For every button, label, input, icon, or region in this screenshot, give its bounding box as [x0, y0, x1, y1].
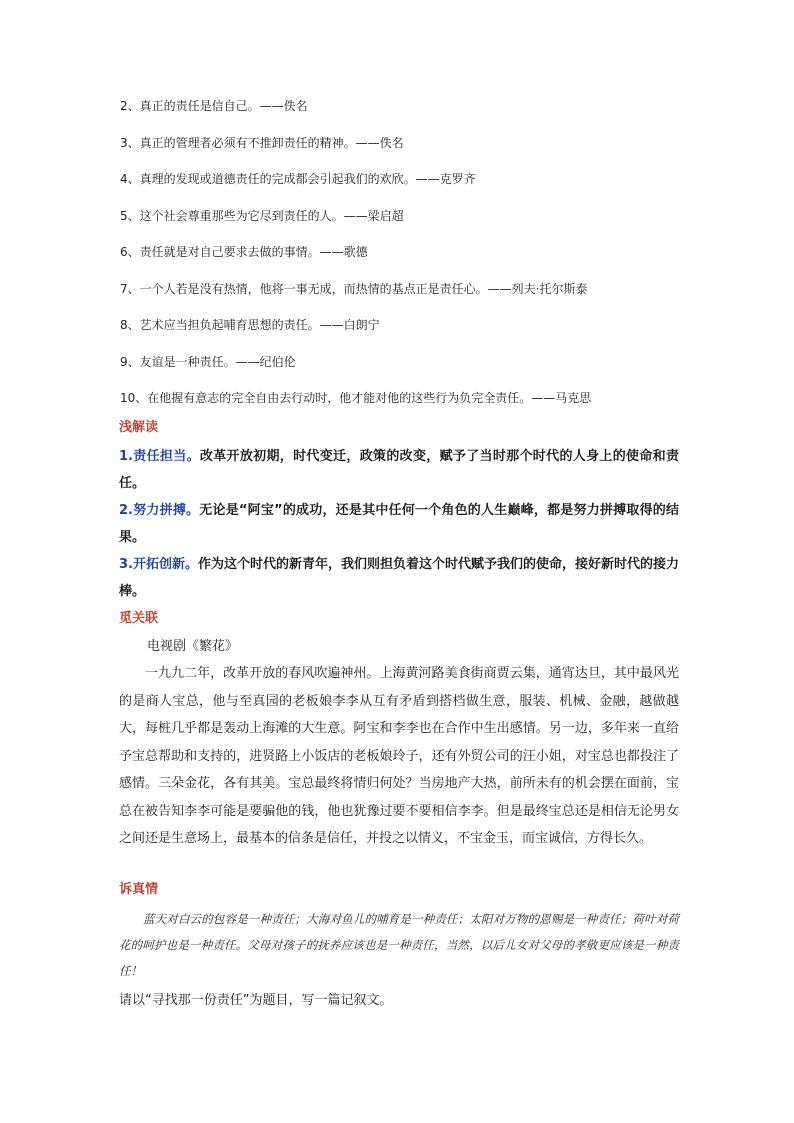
point-number: 2. [119, 503, 133, 518]
writing-prompt: 请以“寻找那一份责任”为题目，写一篇记叙文。 [119, 993, 393, 1008]
point-text: 无论是“阿宝”的成功，还是其中任何一个角色的人生巅峰，都是努力拼搏取得的结果。 [119, 503, 679, 545]
interpretation-point [119, 551, 679, 605]
quote-item: 4、真理的发现或道德责任的完成都会引起我们的欢欣。——克罗齐 [120, 172, 476, 186]
quote-item: 6、责任就是对自己要求去做的事情。——歌德 [120, 245, 368, 259]
interpretation-point [119, 497, 679, 551]
quote-item: 8、艺术应当担负起哺育思想的责任。——白朗宁 [120, 318, 380, 332]
poem-paragraph: 蓝天对白云的包容是一种责任；大海对鱼儿的哺育是一种责任；太阳对万物的恩赐是一种责任；荷叶对荷花的呵护也是一种责任。父母对孩子的抚养应该也是一种责任，当然，以后儿女对父母的孝敬更应该是一种责任！ [119, 912, 679, 978]
quote-item: 9、友谊是一种责任。——纪伯伦 [120, 354, 296, 369]
interpretation-point [119, 443, 679, 497]
point-text: 改革开放初期，时代变迁，政策的改变，赋予了当时那个时代的人身上的使命和责任。 [119, 449, 679, 491]
quote-list [120, 96, 720, 425]
story-block [119, 633, 679, 853]
point-text: 作为这个时代的新青年，我们则担负着这个时代赋予我们的使命，接好新时代的接力棒。 [119, 557, 680, 599]
point-keyword: 责任担当。 [132, 449, 200, 464]
section-title-truth: 诉真情 [119, 882, 159, 897]
point-keyword: 开拓创新。 [132, 557, 198, 572]
interpretation-points [119, 443, 679, 605]
section-title-association: 觅关联 [119, 611, 159, 626]
point-number: 1. [119, 449, 133, 464]
quote-item: 3、真正的管理者必须有不推卸责任的精神。——佚名 [120, 135, 404, 150]
story-body: 一九九二年，改革开放的春风吹遍神州。上海黄河路美食街商贾云集，通宵达旦，其中最风光的是商人宝总，他与至真园的老板娘李李从互有矛盾到搭档做生意，服装、机械、金融，越做越大，每桩几乎都是轰动上海滩的大生意。阿宝和李李也在合作中生出感情。另一边，多年来一直给予宝总帮助和支持的，进贤路上小饭店的老板娘玲子，还有外贸公司的汪小姐，对宝总也都投注了感情。三朵金花，各有其美。宝总最终将情归何处？当房地产大热，前所未有的机会摆在面前，宝总在被告知李李可能是要骗他的钱，他也犹豫过要不要相信李李。但是最终宝总还是相信无论男女之间还是生意场上，最基本的信条是信任，并投之以情义，不宝金玉，而宝诚信，方得长久。 [119, 666, 679, 846]
point-keyword: 努力拼搏。 [132, 503, 200, 518]
section-title-interpretation: 浅解读 [119, 420, 159, 435]
point-number: 3. [119, 557, 133, 572]
story-title: 电视剧《繁花》 [147, 639, 239, 654]
quote-item: 2、真正的责任是信自己。——佚名 [120, 99, 308, 113]
quote-item: 10、在他握有意志的完全自由去行动时，他才能对他的这些行为负完全责任。——马克思 [120, 391, 592, 405]
quote-item: 7、一个人若是没有热情，他将一事无成，而热情的基点正是责任心。——列夫·托尔斯泰 [120, 281, 588, 296]
quote-item: 5、这个社会尊重那些为它尽到责任的人。——梁启超 [120, 208, 404, 223]
